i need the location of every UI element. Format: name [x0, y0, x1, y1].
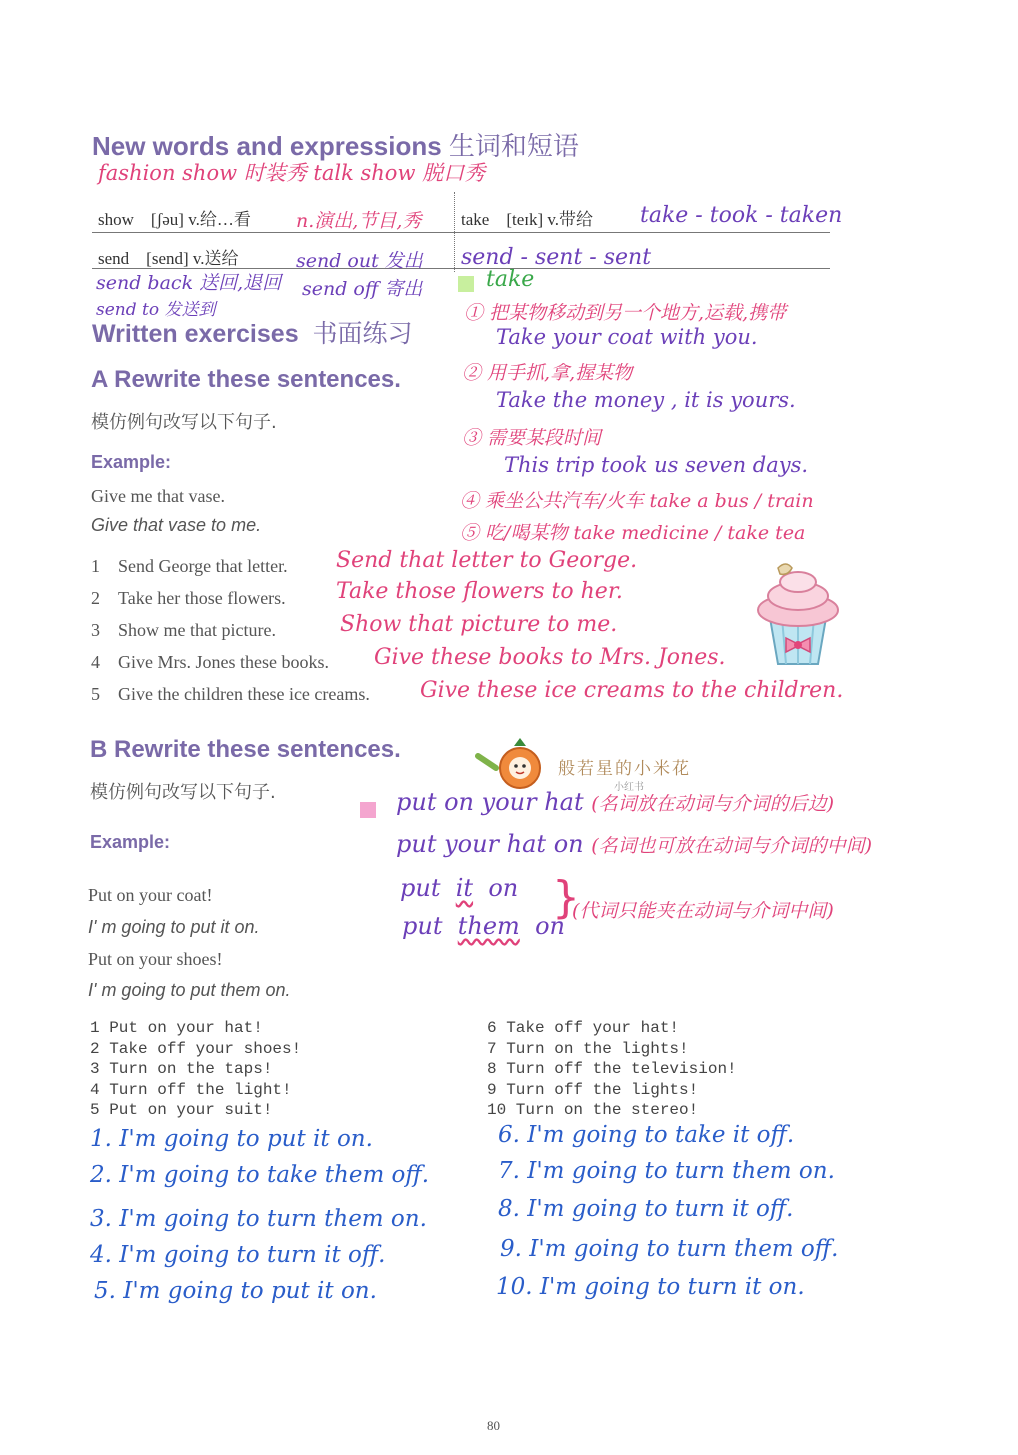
sectionB-instruction: 模仿例句改写以下句子. [90, 782, 276, 803]
answer-8: 8. I'm going to turn it off. [498, 1196, 794, 1222]
vocab-show-note: n.演出,节目,秀 [296, 210, 422, 232]
sectionB-ex2-a: I' m going to put them on. [88, 980, 291, 1000]
question-6: 6 Take off your hat! [487, 1019, 680, 1037]
title-zh: 生词和短语 [448, 132, 579, 162]
sectionA-answer-3: Show that picture to me. [340, 612, 618, 637]
question-3: 3 Turn on the taps! [90, 1060, 273, 1078]
brand-sub: 小红书 [614, 782, 644, 793]
sectionA-title: A Rewrite these sentences. [91, 366, 401, 393]
question-8: 8 Turn off the television! [487, 1060, 737, 1078]
take-note-4: Take the money , it is yours. [496, 388, 796, 412]
sectionA-item-5: 5 Give the children these ice creams. [91, 684, 370, 704]
sectionA-item-3: 3 Show me that picture. [91, 620, 276, 640]
sectionA-item-1: 1 Send George that letter. [91, 556, 288, 576]
sectionB-note-4: put them on [402, 912, 565, 940]
take-note-6: This trip took us seven days. [504, 453, 809, 477]
vocab-take: take [teɪk] v.带给 [461, 210, 594, 229]
vocab-show: show [ʃəu] v.给…看 [98, 210, 251, 229]
sectionA-answer-2: Take those flowers to her. [336, 579, 623, 604]
highlight-square-pink [360, 802, 376, 818]
sectionB-note-3: put it on [400, 874, 519, 902]
sectionA-answer-1: Send that letter to George. [336, 548, 638, 573]
cupcake-icon [748, 560, 848, 670]
sectionB-ex2-q: Put on your shoes! [88, 949, 223, 969]
vocab-send-note2: send - sent - sent [461, 245, 652, 270]
answer-7: 7. I'm going to turn them on. [498, 1158, 835, 1184]
sectionA-item-2: 2 Take her those flowers. [91, 588, 286, 608]
take-notes-title: take [486, 267, 535, 292]
sectionB-note-34: (代词只能夹在动词与介词中间) [572, 900, 834, 922]
sectionA-example-q: Give me that vase. [91, 486, 225, 506]
sectionA-instruction: 模仿例句改写以下句子. [91, 412, 277, 433]
question-10: 10 Turn on the stereo! [487, 1101, 699, 1119]
vocab-send-note: send out 发出 [296, 250, 423, 272]
answer-4: 4. I'm going to turn it off. [90, 1242, 386, 1268]
sectionB-left-questions [90, 1018, 301, 1121]
vocab-take-note: take - took - taken [640, 203, 843, 228]
carrot-mascot-icon [470, 734, 550, 794]
take-note-5: ③ 需要某段时间 [462, 427, 602, 449]
sectionA-answer-4: Give these books to Mrs. Jones. [374, 645, 726, 670]
sectionB-note-1: put on your hat (名词放在动词与介词的后边) [396, 788, 835, 816]
answer-3: 3. I'm going to turn them on. [90, 1206, 427, 1232]
sectionB-ex1-a: I' m going to put it on. [88, 917, 260, 937]
question-1: 1 Put on your hat! [90, 1019, 263, 1037]
brace-icon: } [552, 872, 580, 923]
vocab-rule-1 [92, 232, 830, 233]
question-7: 7 Turn on the lights! [487, 1039, 689, 1058]
sectionA-example-a: Give that vase to me. [91, 515, 262, 535]
sectionB-note-2: put your hat on (名词也可放在动词与介词的中间) [396, 830, 873, 858]
header-note: fashion show 时装秀 talk show 脱口秀 [98, 161, 486, 185]
question-9: 9 Turn off the lights! [487, 1080, 699, 1099]
sectionA-example-label: Example: [91, 452, 172, 472]
question-4: 4 Turn off the light! [90, 1080, 292, 1099]
answer-2: 2. I'm going to take them off. [90, 1162, 430, 1188]
answer-10: 10. I'm going to turn it on. [496, 1274, 805, 1300]
answer-5: 5. I'm going to put it on. [94, 1278, 377, 1304]
send-to-note: send to 发送到 [96, 300, 216, 320]
page-number: 80 [487, 1418, 500, 1433]
send-off-note: send off 寄出 [302, 278, 423, 300]
vocab-send: send [send] v.送给 [98, 249, 239, 268]
take-note-8: ⑤ 吃/喝某物 take medicine / take tea [460, 522, 806, 544]
sectionB-ex1-q: Put on your coat! [88, 885, 213, 905]
answer-1: 1. I'm going to put it on. [90, 1126, 373, 1152]
answer-9: 9. I'm going to turn them off. [500, 1236, 839, 1262]
take-note-3: ② 用手抓,拿,握某物 [462, 362, 633, 384]
sectionA-item-4: 4 Give Mrs. Jones these books. [91, 652, 329, 672]
sectionB-example-label: Example: [90, 832, 171, 852]
sectionB-right-questions [487, 1018, 737, 1121]
question-5: 5 Put on your suit! [90, 1101, 273, 1119]
send-back-note: send back 送回,退回 [96, 272, 282, 294]
sectionB-title: B Rewrite these sentences. [90, 736, 401, 763]
take-note-1: ① 把某物移动到另一个地方,运载,携带 [464, 302, 787, 324]
title-en: New words and expressions [92, 131, 442, 161]
brand-name: 般若星的小米花 [558, 759, 691, 779]
highlight-square [458, 276, 474, 292]
written-title: Written exercises 书面练习 [92, 319, 413, 348]
take-note-7: ④ 乘坐公共汽车/火车 take a bus / train [460, 490, 814, 512]
take-note-2: Take your coat with you. [496, 325, 758, 349]
sectionA-answer-5: Give these ice creams to the children. [420, 678, 844, 703]
vocab-divider [454, 192, 455, 272]
answer-6: 6. I'm going to take it off. [498, 1122, 795, 1148]
question-2: 2 Take off your shoes! [90, 1039, 302, 1058]
